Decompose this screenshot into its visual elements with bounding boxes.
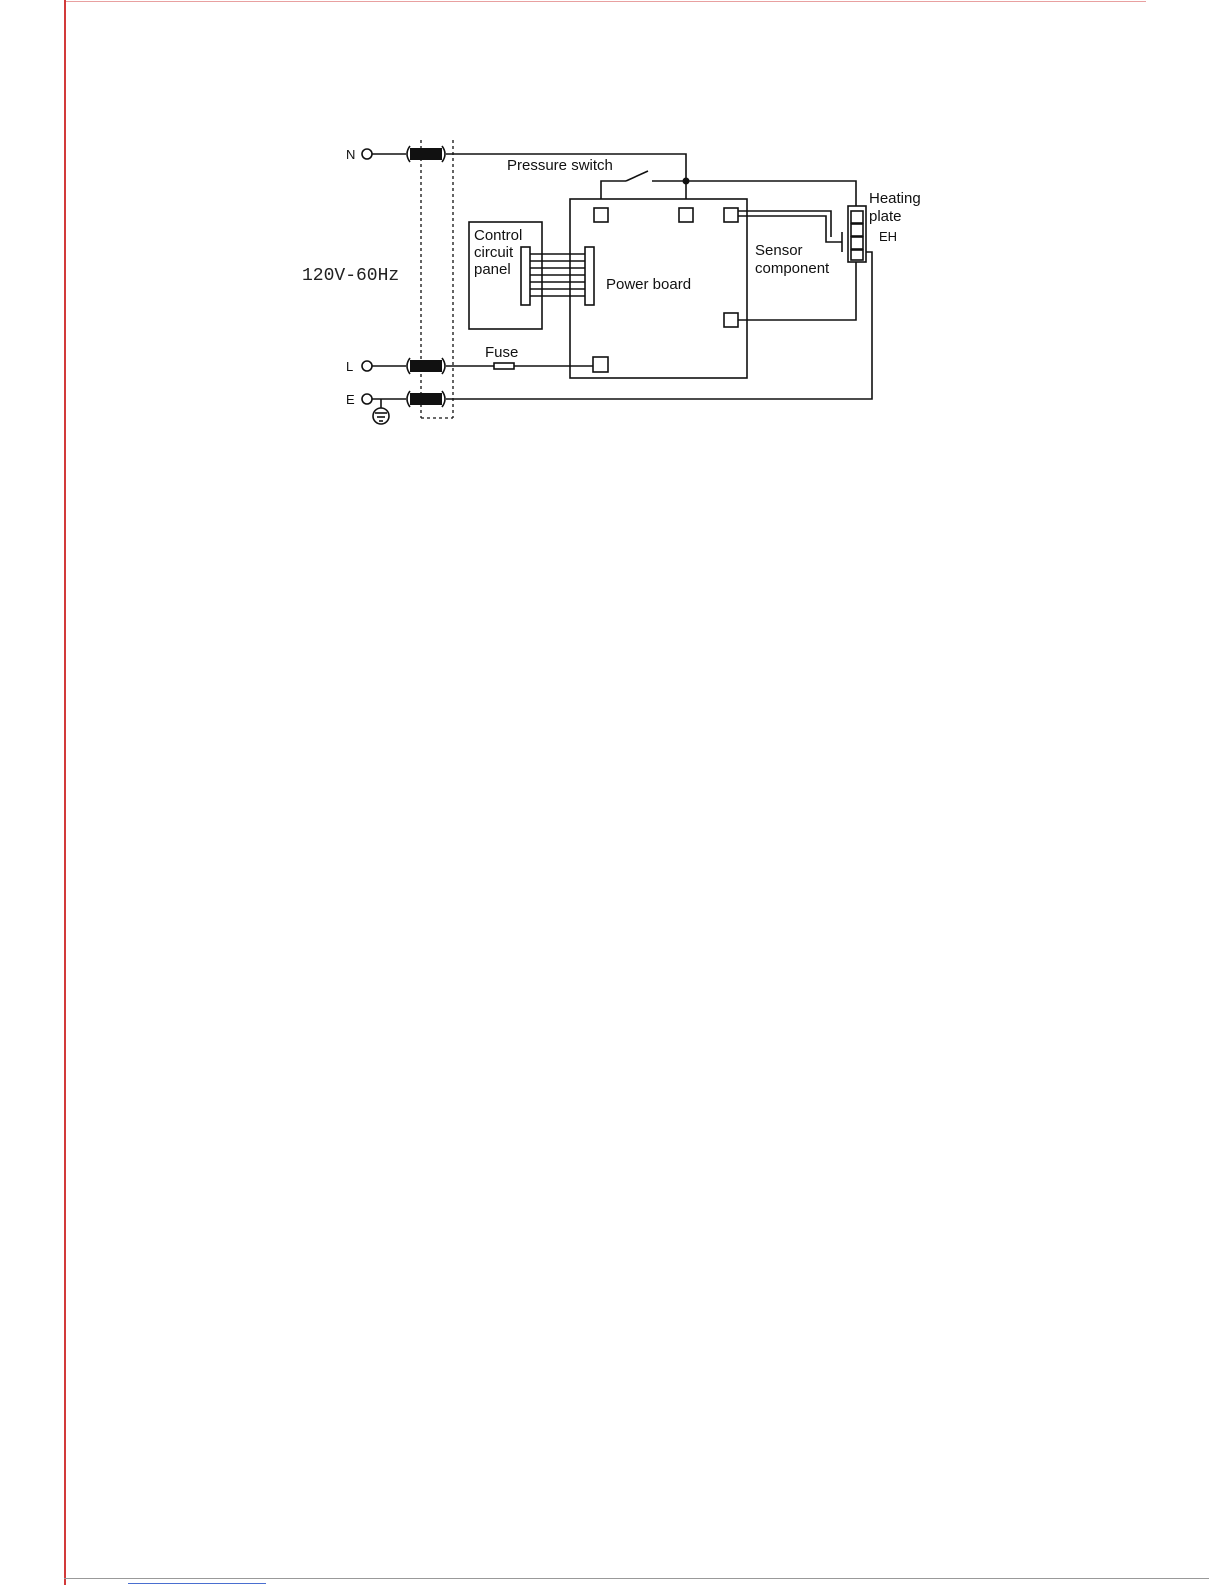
voltage-label: 120V-60Hz bbox=[302, 266, 400, 286]
ribbon-connector-right bbox=[585, 247, 594, 305]
board-terminal-2 bbox=[679, 208, 693, 222]
control-panel-label-3: panel bbox=[474, 261, 511, 278]
board-terminal-5 bbox=[593, 357, 608, 372]
board-terminal-4 bbox=[724, 313, 738, 327]
heating-plate-terminal-block bbox=[848, 206, 866, 262]
sensor-wire-2 bbox=[738, 216, 842, 242]
control-panel-label-2: circuit bbox=[474, 244, 514, 261]
terminal-n-circle bbox=[362, 149, 372, 159]
terminal-e-label: E bbox=[346, 392, 355, 407]
control-panel-label-1: Control bbox=[474, 227, 523, 244]
fuse-label: Fuse bbox=[485, 344, 519, 361]
heating-plate-label-1: Heating bbox=[869, 190, 921, 207]
connector-n bbox=[407, 146, 445, 162]
board-terminal-1 bbox=[594, 208, 608, 222]
terminal-l-circle bbox=[362, 361, 372, 371]
board-terminal-3 bbox=[724, 208, 738, 222]
fuse bbox=[494, 363, 514, 369]
sensor-wire-1 bbox=[738, 211, 831, 237]
ribbon-cable bbox=[530, 254, 585, 296]
power-board-label: Power board bbox=[606, 276, 692, 293]
sensor-label-2: component bbox=[755, 260, 830, 277]
pressure-switch-contact bbox=[626, 171, 648, 181]
heating-plate-label-2: plate bbox=[869, 208, 902, 225]
connector-e bbox=[407, 391, 445, 407]
heating-plate-code: EH bbox=[879, 229, 898, 244]
pressure-switch-label: Pressure switch bbox=[507, 157, 613, 174]
connector-l bbox=[407, 358, 445, 374]
terminal-e-circle bbox=[362, 394, 372, 404]
ribbon-connector-left bbox=[521, 247, 530, 305]
ground-symbol bbox=[373, 399, 389, 424]
sensor-label-1: Sensor bbox=[755, 242, 803, 259]
terminal-l-label: L bbox=[346, 359, 354, 374]
terminal-n-label: N bbox=[346, 147, 356, 162]
